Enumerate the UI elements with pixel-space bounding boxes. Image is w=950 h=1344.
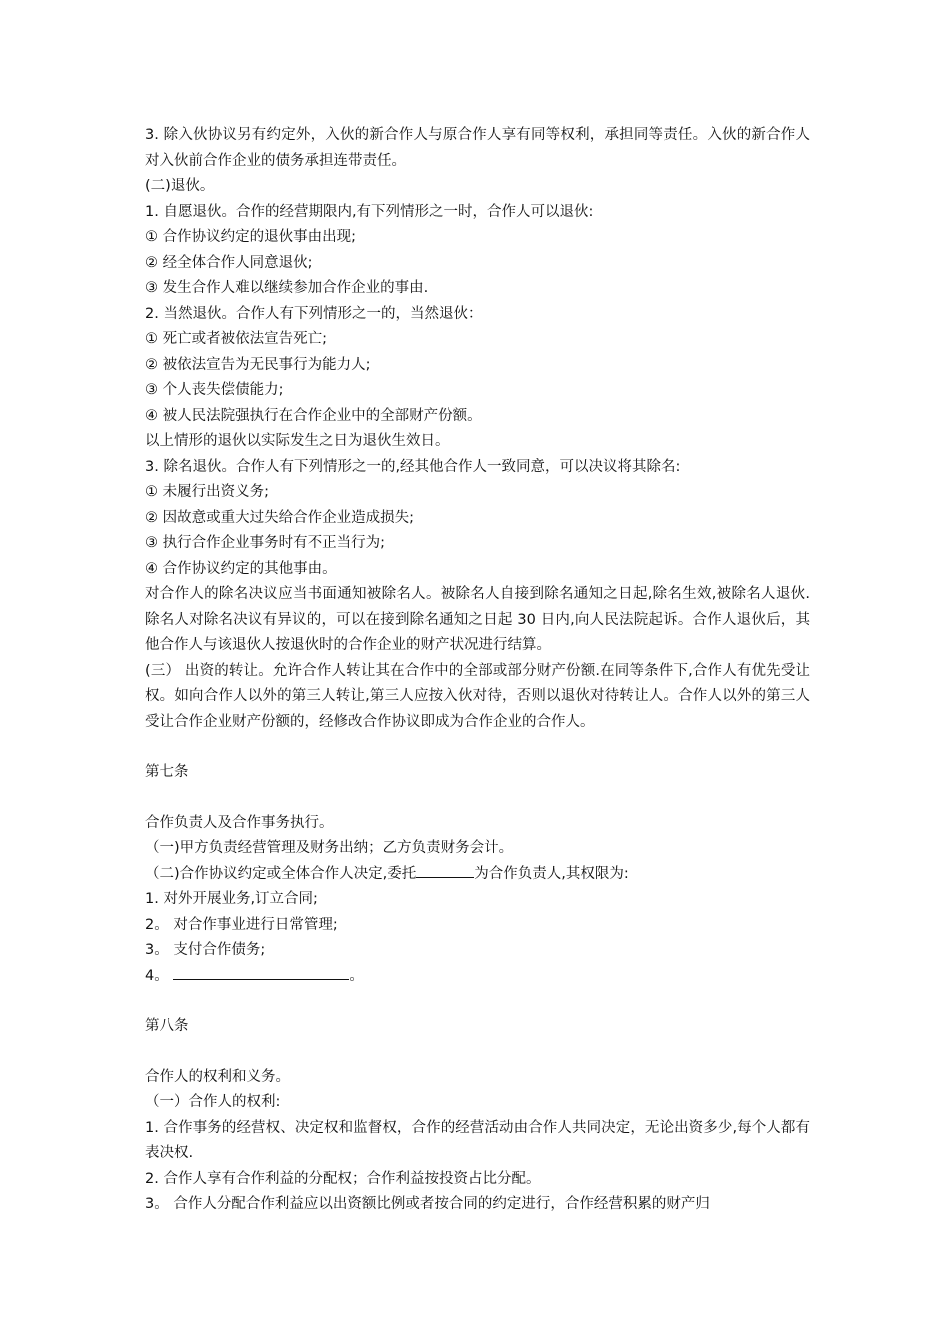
withdrawal-title: (二)退伙。 <box>145 178 215 194</box>
list-item: 3。 支付合作债务; <box>145 942 266 958</box>
article-8-clause-1: 1. 合作事务的经营权、决定权和监督权，合作的经营活动由合作人共同决定，无论出资多少,每个人都有表决权. <box>145 1119 810 1161</box>
fill-in-blank <box>173 965 349 980</box>
article-7-clause-2 <box>145 862 810 888</box>
clause-2-suffix: 为合作负责人,其权限为: <box>474 865 629 882</box>
article-8-subtitle: （一）合作人的权利: <box>145 1094 281 1110</box>
article-7-heading: 第七条 <box>145 764 189 780</box>
list-item: ④ 被人民法院强执行在合作企业中的全部财产份额。 <box>145 407 482 424</box>
voluntary-withdrawal-title: 1. 自愿退伙。合作的经营期限内,有下列情形之一时，合作人可以退伙: <box>145 203 594 220</box>
clause-2-prefix: （二)合作协议约定或全体合作人决定,委托 <box>145 865 417 882</box>
list-item: ③ 发生合作人难以继续参加合作企业的事由. <box>145 280 429 296</box>
list-item: ④ 合作协议约定的其他事由。 <box>145 560 337 577</box>
list-item: ② 经全体合作人同意退伙; <box>145 254 313 271</box>
list-item: ① 死亡或者被依法宣告死亡; <box>145 331 327 347</box>
list-item: 2。 对合作事业进行日常管理; <box>145 916 338 933</box>
article-7-clause-1: （一)甲方负责经营管理及财务出纳；乙方负责财务会计。 <box>145 840 514 856</box>
article-7-title: 合作负责人及合作事务执行。 <box>145 814 334 831</box>
expulsion-paragraph: 对合作人的除名决议应当书面通知被除名人。被除名人自接到除名通知之日起,除名生效,被除名人退伙.除名人对除名决议有异议的，可以在接到除名通知之日起 30 日内,向人民法院起诉。合作人退伙后，其他合作人与该退伙人按退伙时的合作企业的财产状况进行结算。 <box>145 586 810 653</box>
article-8-heading: 第八条 <box>145 1018 189 1034</box>
document-page <box>145 123 810 1218</box>
article-8-clause-3: 3。 合作人分配合作利益应以出资额比例或者按合同的约定进行，合作经营积累的财产归 <box>145 1196 710 1212</box>
list-item: ② 因故意或重大过失给合作企业造成损失; <box>145 509 414 526</box>
natural-withdrawal-title: 2. 当然退伙。合作人有下列情形之一的，当然退伙： <box>145 305 483 322</box>
list-item: ② 被依法宣告为无民事行为能力人; <box>145 356 371 373</box>
article-8-title: 合作人的权利和义务。 <box>145 1068 290 1085</box>
natural-withdrawal-note: 以上情形的退伙以实际发生之日为退伙生效日。 <box>145 433 450 449</box>
list-item: ① 合作协议约定的退伙事由出现; <box>145 229 356 245</box>
list-item: ③ 个人丧失偿债能力; <box>145 382 284 398</box>
list-item: 1. 对外开展业务,订立合同; <box>145 891 318 907</box>
article-8-clause-2: 2. 合作人享有合作利益的分配权；合作利益按投资占比分配。 <box>145 1170 541 1187</box>
list-item: ③ 执行合作企业事务时有不正当行为; <box>145 535 385 551</box>
list-item: ① 未履行出资义务; <box>145 484 269 500</box>
fill-in-blank <box>416 863 474 878</box>
transfer-paragraph: (三） 出资的转让。允许合作人转让其在合作中的全部或部分财产份额.在同等条件下,合作人有优先受让权。如向合作人以外的第三人转让,第三人应按入伙对待，否则以退伙对待转让人。合作人以外的第三人受让合作企业财产份额的，经修改合作协议即成为合作企业的合作人。 <box>145 662 810 730</box>
item-4-prefix: 4。 <box>145 967 174 984</box>
partnership-clause-3: 3. 除入伙协议另有约定外，入伙的新合作人与原合作人享有同等权利，承担同等责任。入伙的新合作人对入伙前合作企业的债务承担连带责任。 <box>145 127 810 169</box>
expulsion-title: 3. 除名退伙。合作人有下列情形之一的,经其他合作人一致同意，可以决议将其除名: <box>145 458 681 475</box>
list-item-4 <box>145 964 810 990</box>
item-4-suffix: 。 <box>349 967 364 984</box>
